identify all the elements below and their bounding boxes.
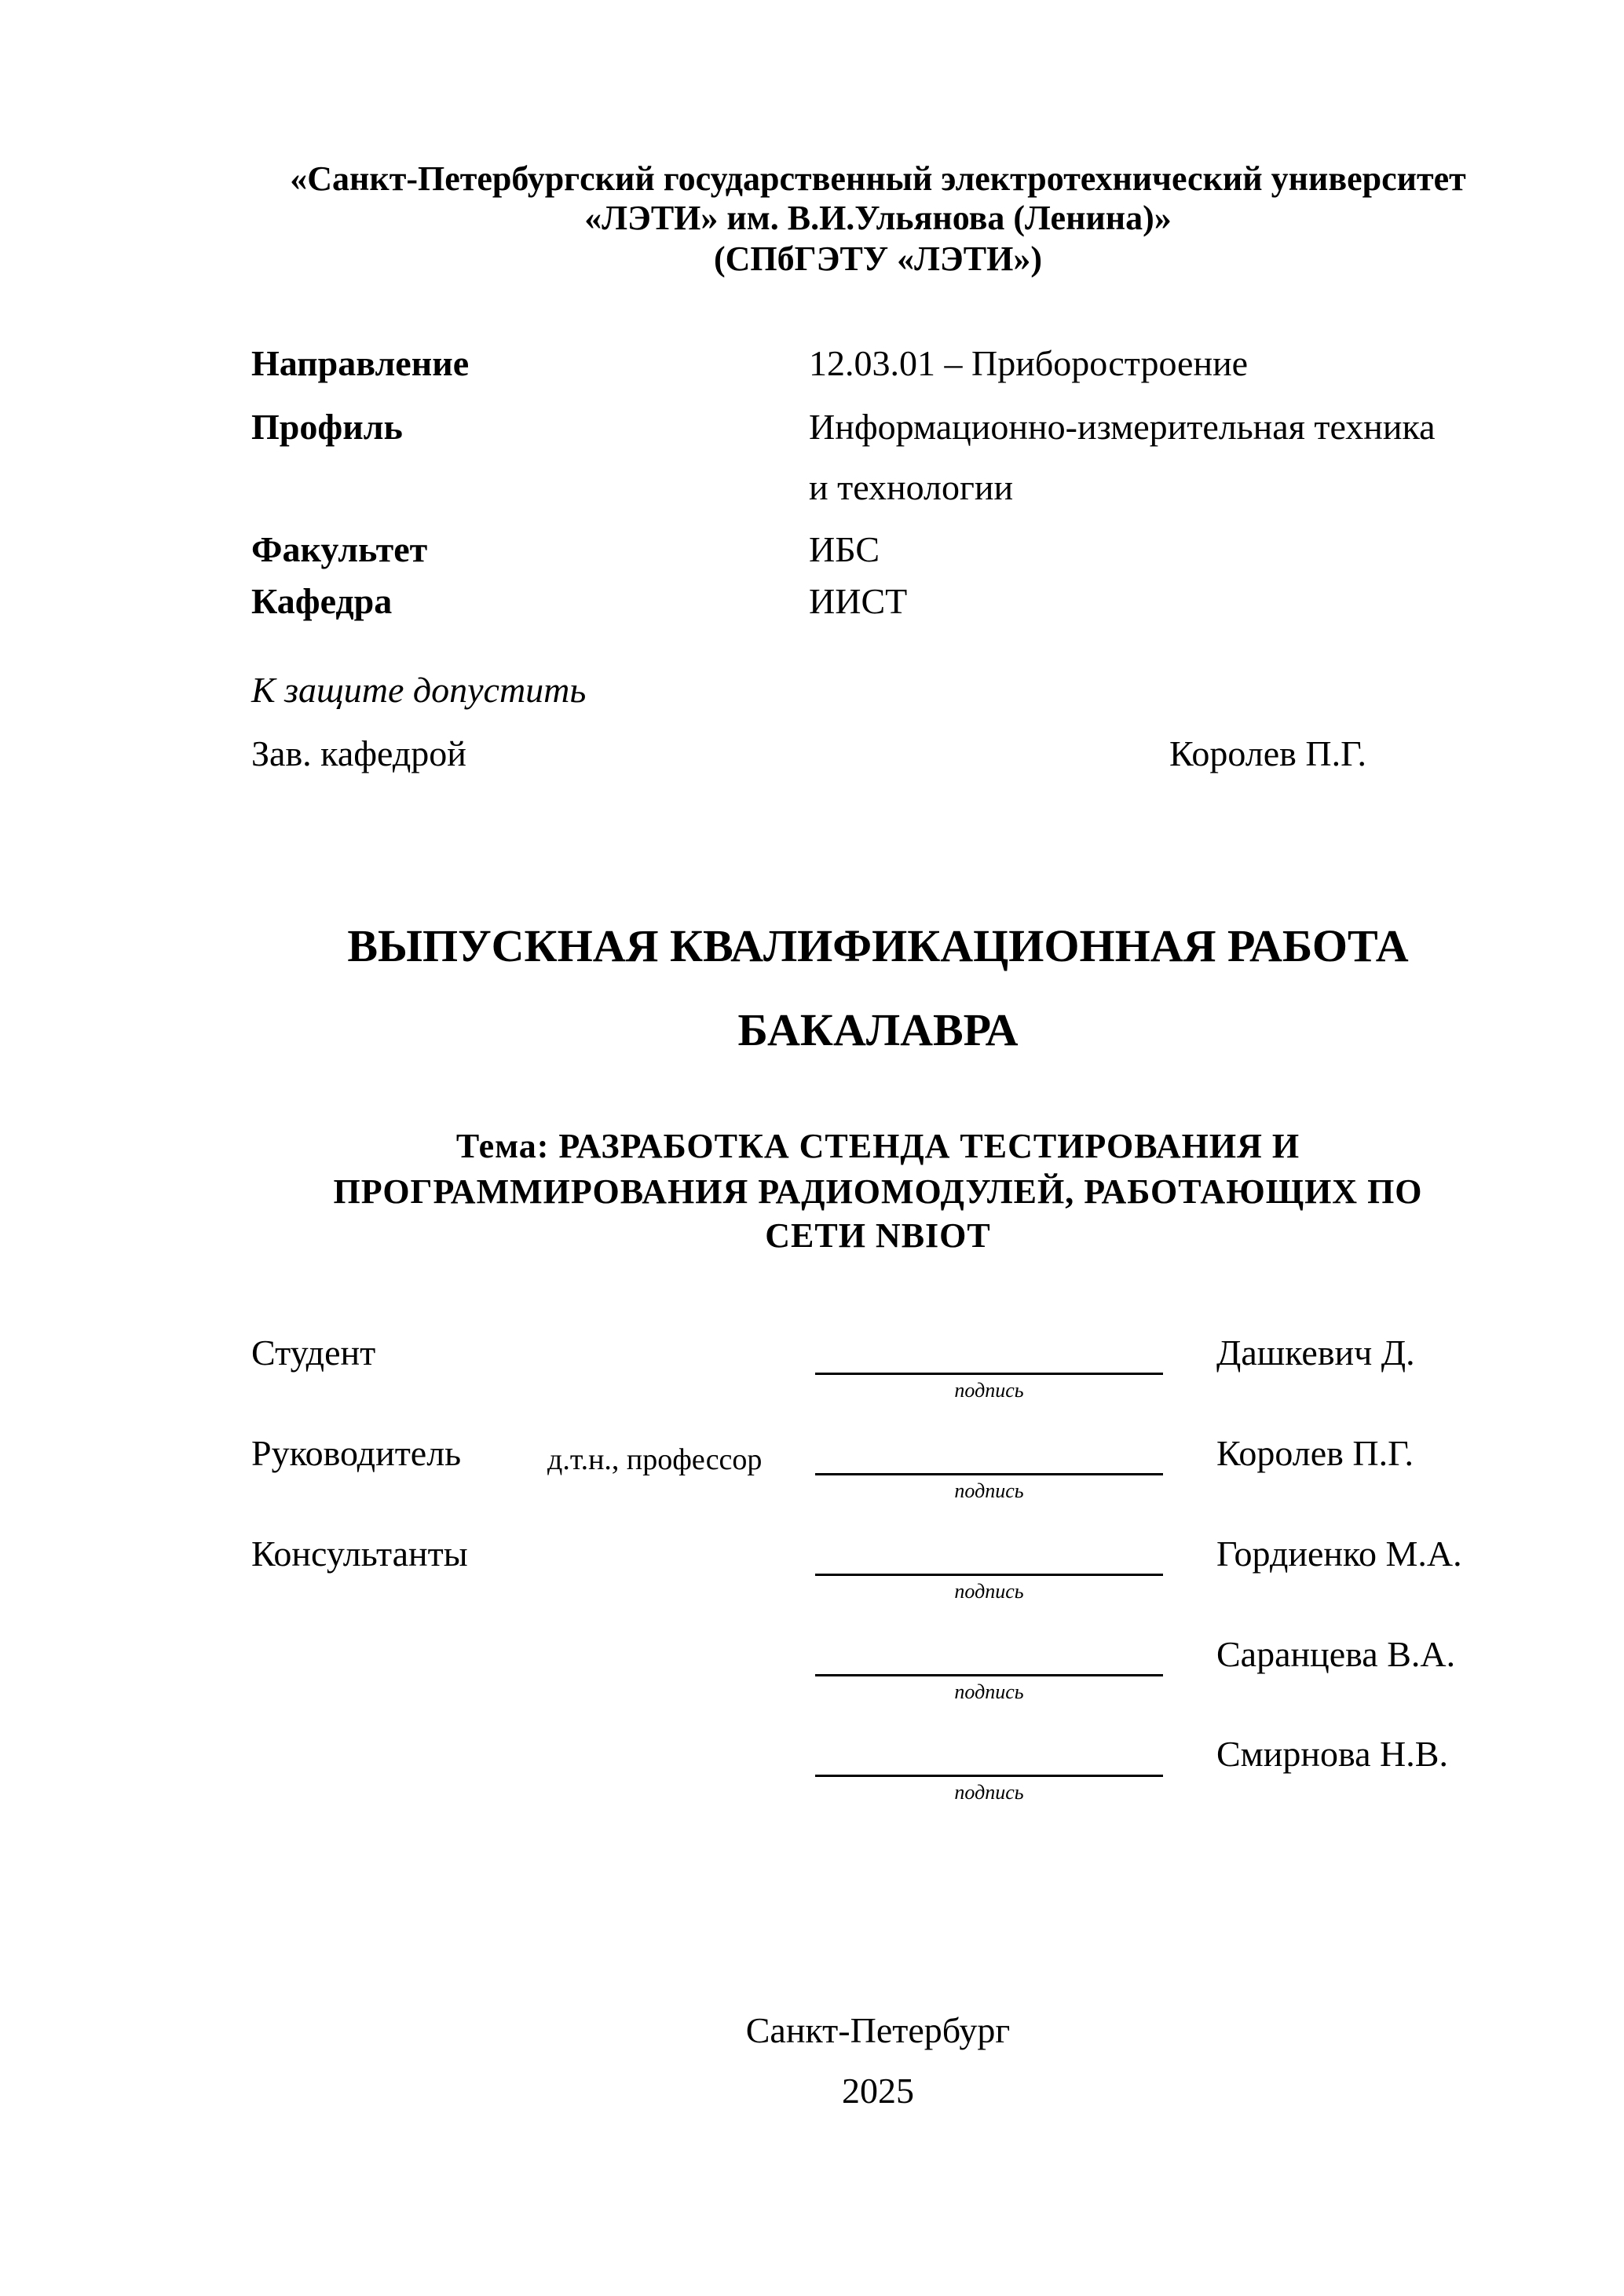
signature-caption: подпись <box>954 1379 1024 1402</box>
person-name: Смирнова Н.В. <box>1216 1734 1448 1774</box>
signature-caption: подпись <box>954 1479 1024 1502</box>
person-name: Саранцева В.А. <box>1216 1634 1456 1674</box>
head-of-department-name: Королев П.Г. <box>1169 733 1367 773</box>
topic-line2: ПРОГРАММИРОВАНИЯ РАДИОМОДУЛЕЙ, РАБОТАЮЩИХ ПО <box>333 1172 1423 1211</box>
university-name-line2: «ЛЭТИ» им. В.И.Ульянова (Ленина)» <box>584 199 1172 237</box>
signature-line <box>815 1473 1163 1475</box>
direction-value: 12.03.01 – Приборостроение <box>809 343 1249 383</box>
document-title-line1: ВЫПУСКНАЯ КВАЛИФИКАЦИОННАЯ РАБОТА <box>347 920 1409 971</box>
city: Санкт-Петербург <box>745 2010 1011 2050</box>
faculty-value: ИБС <box>809 529 880 569</box>
year: 2025 <box>842 2071 914 2111</box>
role-label: Студент <box>251 1333 376 1373</box>
role-label: Консультанты <box>251 1534 468 1574</box>
person-name: Дашкевич Д. <box>1216 1333 1415 1373</box>
head-of-department-label: Зав. кафедрой <box>251 733 466 773</box>
admit-to-defense: К защите допустить <box>251 670 587 710</box>
profile-value-line2: и технологии <box>809 467 1014 507</box>
topic-line1: Тема: РАЗРАБОТКА СТЕНДА ТЕСТИРОВАНИЯ И <box>455 1127 1300 1165</box>
person-name: Королев П.Г. <box>1216 1433 1414 1473</box>
signature-line <box>815 1674 1163 1676</box>
topic-line3: СЕТИ NBIOT <box>765 1216 991 1255</box>
faculty-label: Факультет <box>251 529 428 569</box>
academic-degree: д.т.н., профессор <box>547 1443 763 1476</box>
signature-line <box>815 1775 1163 1777</box>
profile-label: Профиль <box>251 407 403 447</box>
university-abbr: (СПбГЭТУ «ЛЭТИ») <box>714 239 1042 278</box>
signature-caption: подпись <box>954 1781 1024 1804</box>
department-value: ИИСТ <box>809 581 908 621</box>
signature-caption: подпись <box>954 1680 1024 1703</box>
role-label: Руководитель <box>251 1433 462 1473</box>
profile-value-line1: Информационно-измерительная техника <box>809 407 1436 447</box>
direction-label: Направление <box>251 343 470 383</box>
department-label: Кафедра <box>251 581 393 621</box>
signature-line <box>815 1574 1163 1576</box>
document-title-line2: БАКАЛАВРА <box>737 1004 1019 1055</box>
university-name-line1: «Санкт-Петербургский государственный электротехнический университет <box>290 159 1466 198</box>
signature-line <box>815 1373 1163 1375</box>
signature-caption: подпись <box>954 1580 1024 1603</box>
person-name: Гордиенко М.А. <box>1216 1534 1462 1574</box>
